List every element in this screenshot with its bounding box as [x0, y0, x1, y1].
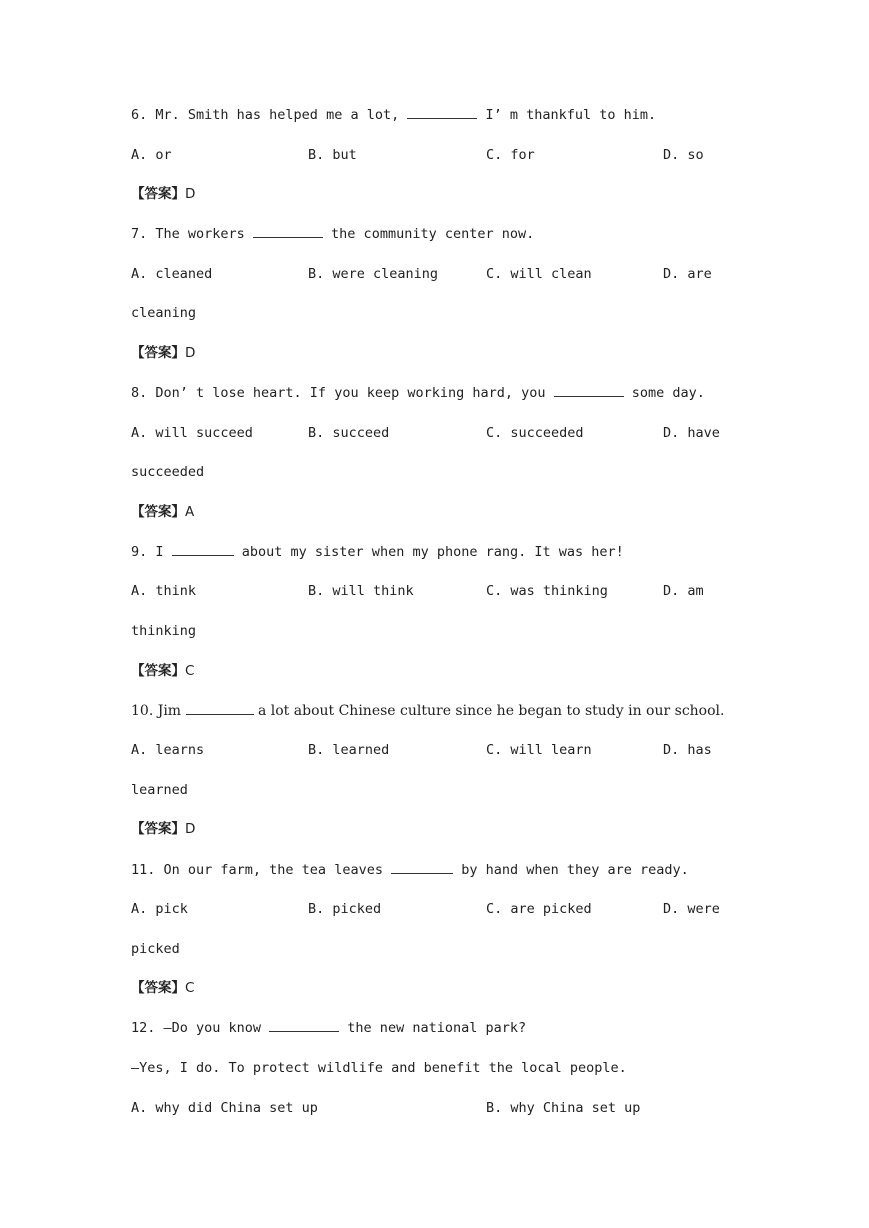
- q9-option-c: C. was thinking: [486, 583, 608, 599]
- q11-answer: 【答案】C: [131, 980, 195, 996]
- q7-option-a: A. cleaned: [131, 266, 213, 282]
- answer-blank: [554, 384, 624, 397]
- q12-option-a: A. why did China set up: [131, 1100, 318, 1116]
- q9-answer: 【答案】C: [131, 663, 195, 679]
- q11-option-a: A. pick: [131, 901, 188, 917]
- q9-option-a: A. think: [131, 583, 197, 599]
- q10-answer: 【答案】D: [131, 821, 196, 837]
- q11-option-b: B. picked: [308, 901, 382, 917]
- question-8-stem: 8. Don’ t lose heart. If you keep working hard, you some day.: [131, 385, 705, 401]
- q10-option-a: A. learns: [131, 742, 205, 758]
- q7-option-c: C. will clean: [486, 266, 592, 282]
- question-10-stem: 10. Jim a lot about Chinese culture since he began to study in our school.: [131, 703, 725, 719]
- q10-option-c: C. will learn: [486, 742, 592, 758]
- q6-option-d: D. so: [663, 147, 704, 163]
- q11-option-d: D. were: [663, 901, 720, 917]
- q8-answer: 【答案】A: [131, 504, 195, 520]
- question-12-stem: 12. —Do you know the new national park?: [131, 1020, 527, 1036]
- q10-option-d-wrap: learned: [131, 782, 188, 798]
- answer-blank: [391, 861, 453, 874]
- q7-option-d: D. are: [663, 266, 712, 282]
- q11-option-d-wrap: picked: [131, 941, 180, 957]
- q6-answer: 【答案】D: [131, 186, 196, 202]
- q12-option-b: B. why China set up: [486, 1100, 641, 1116]
- q7-option-b: B. were cleaning: [308, 266, 439, 282]
- q8-option-b: B. succeed: [308, 425, 390, 441]
- q6-option-a: A. or: [131, 147, 172, 163]
- q9-option-d-wrap: thinking: [131, 623, 197, 639]
- question-7-stem: 7. The workers the community center now.: [131, 226, 535, 242]
- question-9-stem: 9. I about my sister when my phone rang. It was her!: [131, 544, 624, 560]
- q10-option-b: B. learned: [308, 742, 390, 758]
- q6-option-b: B. but: [308, 147, 357, 163]
- answer-blank: [269, 1019, 339, 1032]
- q7-answer: 【答案】D: [131, 345, 196, 361]
- answer-blank: [186, 702, 254, 715]
- answer-blank: [253, 225, 323, 238]
- q8-option-c: C. succeeded: [486, 425, 584, 441]
- question-6-stem: 6. Mr. Smith has helped me a lot, I’ m thankful to him.: [131, 107, 657, 123]
- q10-option-d: D. has: [663, 742, 712, 758]
- q9-option-d: D. am: [663, 583, 704, 599]
- q6-option-c: C. for: [486, 147, 535, 163]
- q9-option-b: B. will think: [308, 583, 414, 599]
- q8-option-d-wrap: succeeded: [131, 464, 205, 480]
- answer-blank: [172, 543, 234, 556]
- q11-option-c: C. are picked: [486, 901, 592, 917]
- q8-option-a: A. will succeed: [131, 425, 253, 441]
- q7-option-d-wrap: cleaning: [131, 305, 197, 321]
- answer-blank: [407, 106, 477, 119]
- q8-option-d: D. have: [663, 425, 720, 441]
- question-11-stem: 11. On our farm, the tea leaves by hand when they are ready.: [131, 862, 689, 878]
- question-12-reply: —Yes, I do. To protect wildlife and benefit the local people.: [131, 1060, 627, 1076]
